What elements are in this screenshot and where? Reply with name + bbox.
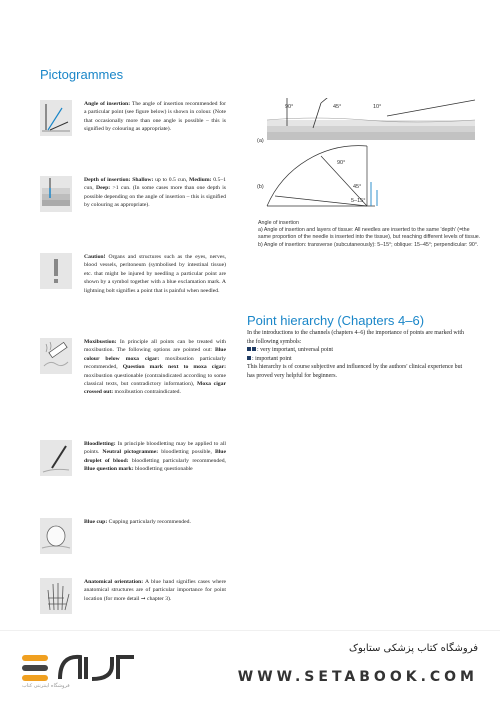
pictogrammes-heading: Pictogrammes [40, 67, 124, 82]
figure-caption [258, 220, 483, 249]
angle-label-a-1: 45° [333, 104, 342, 110]
caption-title: Angle of insertion [258, 220, 299, 226]
caption-b: b) Angle of insertion: transverse (subcutaneously): 5–15°; oblique: 15–45°; perpendicular: 90°. [258, 241, 479, 248]
angle-label-a-2: 10° [373, 104, 382, 110]
lancet-icon [40, 440, 72, 476]
shop-name: فروشگاه کتاب پزشکی ستابوک [349, 643, 478, 654]
setabook-footer [0, 630, 500, 701]
dark-square-icon [247, 347, 251, 351]
point-hierarchy-heading: Point hierarchy (Chapters 4–6) [247, 313, 425, 328]
cup-icon [40, 518, 72, 554]
point-hierarchy-text [247, 329, 467, 381]
caption-a: a) Angle of insertion and layers of tissue: All needles are inserted to the same 'depth' (=the same proportion of the needle is inserted into the tissue), but reaching different levels of tissue. [258, 227, 481, 241]
needle-angle-icon [40, 100, 72, 136]
angle-label-b-2: 5–15° [351, 198, 366, 204]
moxa-cigar-icon [40, 338, 72, 374]
angle-of-insertion-figure [255, 98, 485, 216]
angle-label-a-0: 90° [285, 104, 294, 110]
hierarchy-item-2: : important point [247, 355, 467, 364]
logo-subtitle: فروشگاه اینترنتی کتاب [22, 683, 70, 689]
dark-square-icon [252, 347, 256, 351]
figure-label-b: (b) [257, 184, 264, 190]
hierarchy-intro: In the introductions to the channels (chapters 4–6) the importance of points are marked with the following symbols: [247, 330, 464, 345]
figure-label-a: (a) [257, 138, 264, 144]
hand-bones-icon [40, 578, 72, 614]
angle-label-b-0: 90° [337, 160, 346, 166]
angle-label-b-1: 45° [353, 184, 362, 190]
book-page: Pictogrammes Angle of insertion: The angle of insertion recommended for a particular point (see figure below) is shown in colour. (Note that occasionally more than one angle is possible – this is signified by colouring as appropriate). Depth of insertion: Shallow: up to 0.5 cun, Medium: 0.5–1 cun, Deep: >1 cun. (In some cases more than one depth is possible depending on the angle of insertion – this is signified by colouring as appropriate). Caution! Organs and structures such as the eyes, nerves, blood vessels, peritoneum (symbolised by intestinal tissue) etc. that might be injured by needling a particular point are shown by a symbol together with a blue exclamation mark. A lightning bolt signifies a point that is painful when needled. Moxibustion: In principle all points can be treated with moxibustion. The following options are pointed out: Blue colour below moxa cigar: moxibustion particularly recommended, Question mark next to moxa cigar: moxibustion questionable (contraindicated according to some classical texts, but contradictory information), Moxa cigar crossed out: moxibustion contraindicated. Bloodletting: In principle bloodletting may be applied to all points. Neutral pictogramme: bloodletting possible, Blue droplet of blood: bloodletting particularly recommended, Blue question mark: bloodletting questionable Blue cup: Cupping particularly recommended. Anatomical orientation: A blue hand signifies cases where anatomical structures are of particular importance for point location (for more detail ➞ chapter 3). 90° 45° 10° (a) 90° 45° 5–15° (b) Angle of insertion a) Angle of insertion and layers of tissue: All needles are inserted to the same 'depth' (=the same proportion of the needle is inserted into the tissue), but reaching different levels of tissue. b) Angle of insertion: transverse (subcutaneously): 5–15°; oblique: 15–45°; perpendicular: 90°. Point hierarchy (Chapters 4–6) In the introductions to the channels (chapters 4–6) the importance of points are marked with the following symbols: : very important, universal point : important point This hierarchy is of course subjective and influenced by the authors' clinical experience but has proved very helpful for beginners. [0, 0, 500, 630]
hierarchy-item-1: : very important, universal point [247, 346, 467, 355]
hierarchy-outro: This hierarchy is of course subjective and influenced by the authors' clinical experience but has proved very helpful for beginners. [247, 364, 463, 379]
dark-square-icon [247, 356, 251, 360]
exclamation-icon [40, 253, 72, 289]
shop-domain[interactable]: WWW.SETABOOK.COM [237, 669, 478, 685]
needle-depth-icon [40, 176, 72, 212]
